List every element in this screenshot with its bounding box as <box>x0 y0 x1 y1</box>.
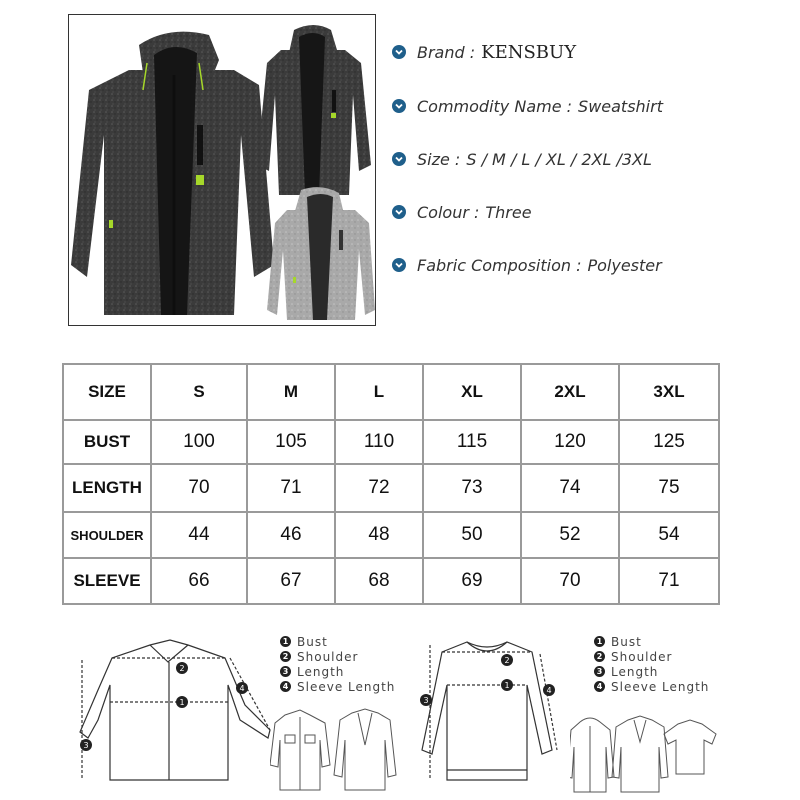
legend-label-shoulder: Shoulder <box>297 649 359 664</box>
table-cell: 67 <box>247 558 335 604</box>
legend-item <box>280 664 395 679</box>
grey-hoodie-small <box>267 187 375 320</box>
diagram-marker-2: 2 <box>504 656 510 665</box>
number-1-icon: 1 <box>594 636 605 647</box>
chevron-circle-icon <box>392 258 406 272</box>
legend-label-sleeve-length: Sleeve Length <box>297 679 396 694</box>
hoodie-photos <box>69 15 375 325</box>
table-cell: 70 <box>521 558 619 604</box>
table-cell: 50 <box>423 512 521 558</box>
brand-label: Brand : <box>417 42 476 62</box>
table-row <box>63 558 719 604</box>
row-label-length: LENGTH <box>63 464 151 512</box>
table-cell: 125 <box>619 420 719 464</box>
size-header-xl: XL <box>423 364 521 420</box>
legend-left <box>280 634 395 694</box>
number-2-icon: 2 <box>280 651 291 662</box>
table-cell: 46 <box>247 512 335 558</box>
brand-value: KENSBUY <box>481 41 577 63</box>
table-cell: 68 <box>335 558 423 604</box>
size-header-s: S <box>151 364 247 420</box>
shirt-measurement-diagram <box>70 630 285 795</box>
legend-label-bust: Bust <box>297 634 328 649</box>
diagram-marker-4: 4 <box>239 684 245 693</box>
diagram-marker-4: 4 <box>546 686 552 695</box>
legend-item <box>594 679 709 694</box>
colour-label: Colour : <box>417 202 480 222</box>
legend-label-length: Length <box>611 664 659 679</box>
jacket-sketches <box>270 705 400 795</box>
legend-item <box>280 634 395 649</box>
legend-item <box>280 649 395 664</box>
legend-right <box>594 634 709 694</box>
size-header-row <box>63 364 719 420</box>
number-3-icon: 3 <box>280 666 291 677</box>
table-cell: 70 <box>151 464 247 512</box>
commodity-name-label: Commodity Name : <box>417 96 573 116</box>
diagram-marker-3: 3 <box>83 741 89 750</box>
product-photo-frame <box>68 14 376 326</box>
table-cell: 100 <box>151 420 247 464</box>
chevron-circle-icon <box>392 99 406 113</box>
hoodie-sweater-tshirt-sketches <box>570 712 720 794</box>
fabric-label: Fabric Composition : <box>417 255 582 275</box>
spec-fabric <box>392 251 662 279</box>
chevron-circle-icon <box>392 152 406 166</box>
table-cell: 120 <box>521 420 619 464</box>
table-cell: 71 <box>247 464 335 512</box>
table-cell: 110 <box>335 420 423 464</box>
colour-value: Three <box>485 202 532 222</box>
row-label-bust: BUST <box>63 420 151 464</box>
table-cell: 105 <box>247 420 335 464</box>
legend-label-shoulder: Shoulder <box>611 649 673 664</box>
table-cell: 72 <box>335 464 423 512</box>
table-row <box>63 420 719 464</box>
spec-size <box>392 145 652 173</box>
table-row <box>63 464 719 512</box>
number-2-icon: 2 <box>594 651 605 662</box>
spec-colour <box>392 198 532 226</box>
chevron-circle-icon <box>392 205 406 219</box>
size-header-m: M <box>247 364 335 420</box>
table-cell: 115 <box>423 420 521 464</box>
table-cell: 73 <box>423 464 521 512</box>
legend-item <box>594 634 709 649</box>
size-header-2xl: 2XL <box>521 364 619 420</box>
dark-hoodie-large <box>71 32 274 315</box>
table-cell: 69 <box>423 558 521 604</box>
row-label-shoulder: SHOULDER <box>63 512 151 558</box>
row-label-sleeve: SLEEVE <box>63 558 151 604</box>
legend-label-sleeve-length: Sleeve Length <box>611 679 710 694</box>
size-header-3xl: 3XL <box>619 364 719 420</box>
legend-item <box>280 679 395 694</box>
size-header-l: L <box>335 364 423 420</box>
number-3-icon: 3 <box>594 666 605 677</box>
table-cell: 71 <box>619 558 719 604</box>
commodity-name-value: Sweatshirt <box>578 96 663 116</box>
legend-item <box>594 649 709 664</box>
diagram-marker-2: 2 <box>179 664 185 673</box>
size-value: S / M / L / XL / 2XL /3XL <box>466 149 652 169</box>
spec-brand <box>392 38 576 66</box>
sweater-measurement-diagram <box>412 630 562 795</box>
fabric-value: Polyester <box>587 255 662 275</box>
table-cell: 48 <box>335 512 423 558</box>
size-chart-table <box>62 363 720 605</box>
number-1-icon: 1 <box>280 636 291 647</box>
table-cell: 66 <box>151 558 247 604</box>
diagram-marker-3: 3 <box>423 696 429 705</box>
size-header-label: SIZE <box>63 364 151 420</box>
number-4-icon: 4 <box>594 681 605 692</box>
chevron-circle-icon <box>392 45 406 59</box>
table-cell: 52 <box>521 512 619 558</box>
number-4-icon: 4 <box>280 681 291 692</box>
legend-label-length: Length <box>297 664 345 679</box>
table-cell: 44 <box>151 512 247 558</box>
legend-item <box>594 664 709 679</box>
dark-hoodie-small <box>257 25 371 195</box>
diagram-marker-1: 1 <box>504 681 510 690</box>
spec-commodity-name <box>392 92 663 120</box>
diagram-marker-1: 1 <box>179 698 185 707</box>
table-row <box>63 512 719 558</box>
table-cell: 75 <box>619 464 719 512</box>
table-cell: 74 <box>521 464 619 512</box>
size-label: Size : <box>417 149 461 169</box>
table-cell: 54 <box>619 512 719 558</box>
legend-label-bust: Bust <box>611 634 642 649</box>
